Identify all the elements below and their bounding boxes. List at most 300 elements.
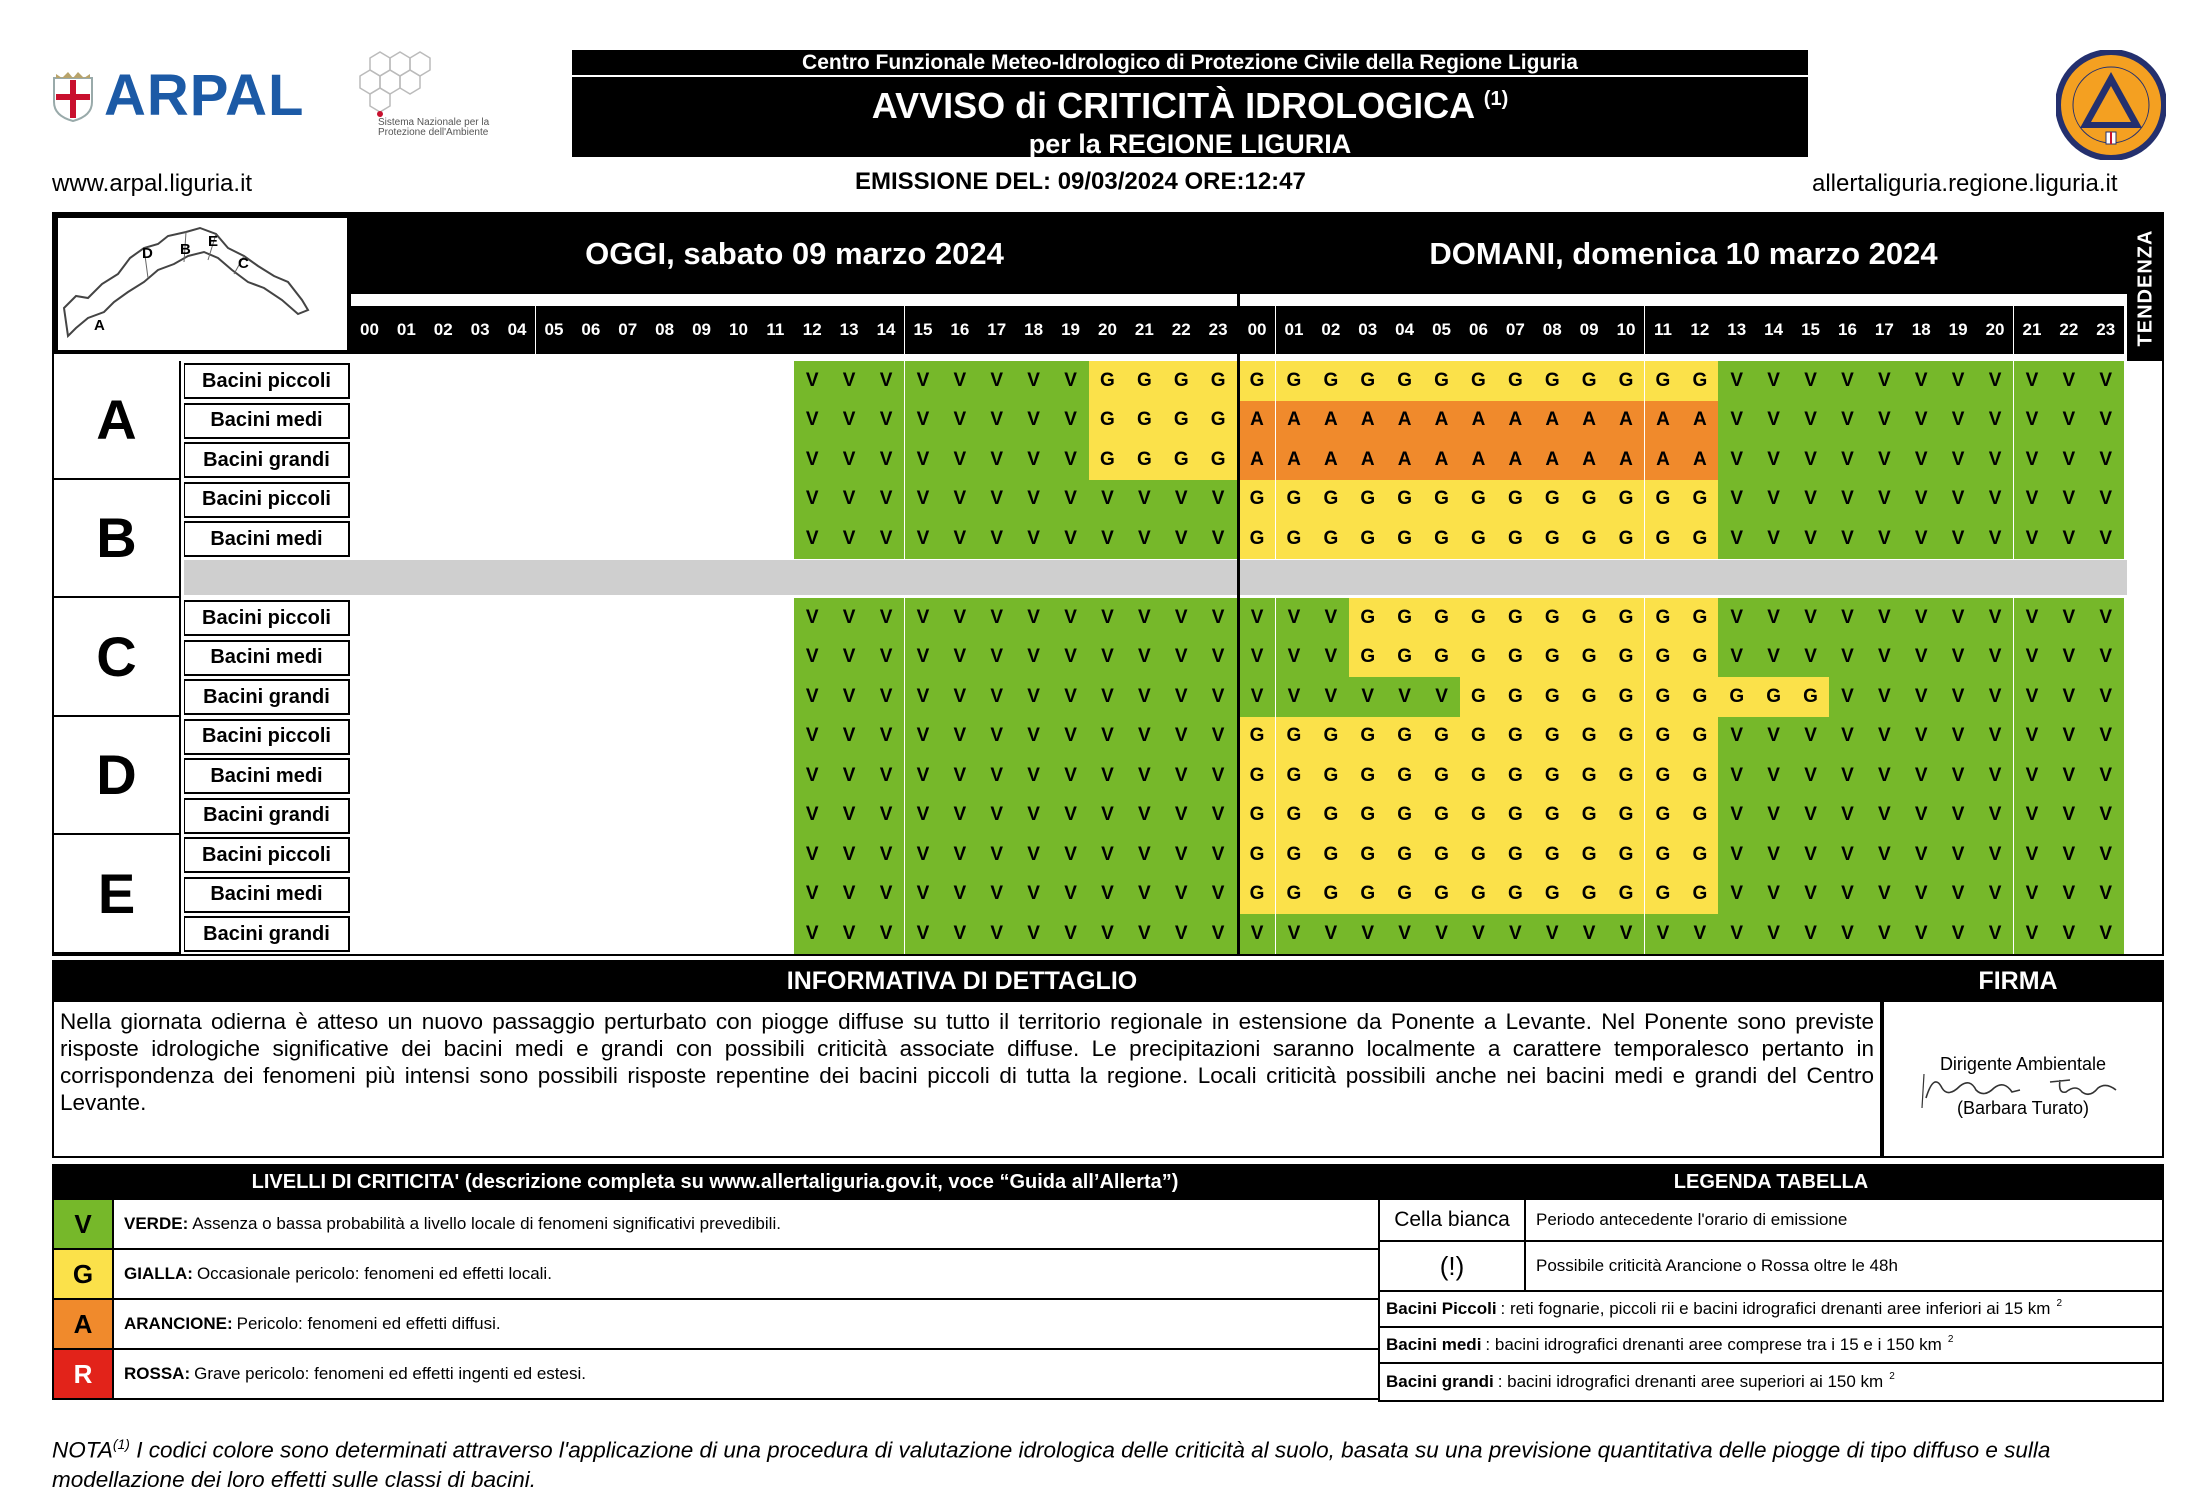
criticality-cell: G	[1200, 401, 1237, 441]
criticality-cell: V	[1792, 598, 1829, 638]
criticality-cell: G	[1497, 638, 1534, 678]
hour-header-cell: 14	[1755, 306, 1792, 354]
criticality-cell: V	[1200, 598, 1237, 638]
criticality-cell: V	[1829, 914, 1866, 954]
criticality-cell: G	[1608, 756, 1645, 796]
criticality-cell: G	[1645, 875, 1682, 915]
criticality-cell: A	[1571, 401, 1608, 441]
criticality-cell: G	[1386, 756, 1423, 796]
level-row-v	[52, 1200, 1378, 1250]
criticality-cell: V	[2087, 756, 2124, 796]
hour-header-cell: 01	[388, 306, 425, 354]
hour-header-cell: 06	[572, 306, 609, 354]
criticality-cell	[425, 361, 462, 401]
criticality-cell	[683, 440, 720, 480]
criticality-cell	[757, 480, 794, 520]
criticality-cell: V	[1312, 914, 1349, 954]
criticality-cell	[683, 361, 720, 401]
criticality-cell: V	[1015, 875, 1052, 915]
hour-header-cell: 03	[1349, 306, 1386, 354]
criticality-cell: V	[1718, 835, 1755, 875]
criticality-cell: V	[831, 361, 868, 401]
criticality-cell: V	[1052, 598, 1089, 638]
criticality-cell: A	[1534, 440, 1571, 480]
criticality-cell: V	[941, 756, 978, 796]
criticality-cell: V	[2087, 480, 2124, 520]
criticality-cell: V	[1163, 677, 1200, 717]
criticality-cell: A	[1386, 440, 1423, 480]
criticality-cell: V	[1903, 796, 1940, 836]
criticality-cell	[757, 598, 794, 638]
criticality-cell: V	[1718, 638, 1755, 678]
criticality-cell: V	[1718, 361, 1755, 401]
criticality-cell	[572, 361, 609, 401]
criticality-cell: V	[1126, 717, 1163, 757]
zone-label-a: A	[54, 361, 181, 480]
criticality-cell	[425, 638, 462, 678]
criticality-cell	[425, 480, 462, 520]
criticality-cell	[536, 756, 573, 796]
criticality-cell	[609, 598, 646, 638]
criticality-cell: A	[1386, 401, 1423, 441]
criticality-cell: V	[978, 717, 1015, 757]
criticality-cell	[720, 638, 757, 678]
criticality-cell: G	[1645, 519, 1682, 559]
criticality-cell: V	[2014, 875, 2051, 915]
criticality-cell: V	[1755, 835, 1792, 875]
criticality-cell: V	[2014, 480, 2051, 520]
criticality-cell: V	[1755, 480, 1792, 520]
criticality-cell: V	[1052, 875, 1089, 915]
criticality-cell: V	[1940, 796, 1977, 836]
criticality-cell: V	[1903, 480, 1940, 520]
criticality-cell	[351, 914, 388, 954]
criticality-cell	[536, 875, 573, 915]
criticality-cell: V	[1052, 835, 1089, 875]
criticality-cell: V	[1089, 480, 1126, 520]
hour-header-cell: 20	[1977, 306, 2014, 354]
criticality-cell: G	[1349, 638, 1386, 678]
criticality-cell	[572, 480, 609, 520]
criticality-cell: G	[1276, 480, 1313, 520]
criticality-cell	[720, 717, 757, 757]
criticality-cell: V	[1239, 638, 1276, 678]
criticality-cell: G	[1423, 717, 1460, 757]
level-desc-text: Grave pericolo: fenomeni ed effetti ingenti ed estesi.	[194, 1364, 586, 1383]
criticality-cell: V	[1015, 796, 1052, 836]
criticality-cell	[757, 440, 794, 480]
criticality-cell: G	[1460, 638, 1497, 678]
criticality-cell	[425, 717, 462, 757]
hour-header-cell: 14	[868, 306, 905, 354]
criticality-cell: V	[1866, 401, 1903, 441]
criticality-cell	[351, 480, 388, 520]
criticality-cell: V	[1977, 519, 2014, 559]
criticality-cell	[388, 914, 425, 954]
criticality-cell	[683, 638, 720, 678]
criticality-cell	[499, 756, 536, 796]
criticality-cell: V	[1755, 519, 1792, 559]
criticality-cell: V	[941, 638, 978, 678]
criticality-cell	[388, 440, 425, 480]
criticality-cell: V	[1126, 677, 1163, 717]
criticality-cell	[646, 519, 683, 559]
criticality-cell: V	[831, 756, 868, 796]
criticality-cell	[720, 440, 757, 480]
criticality-cell	[499, 914, 536, 954]
criticality-cell: V	[794, 638, 831, 678]
criticality-cell: V	[1015, 598, 1052, 638]
level-code-badge: R	[54, 1350, 114, 1398]
criticality-cell: G	[1200, 440, 1237, 480]
criticality-cell: V	[1163, 914, 1200, 954]
criticality-cell: V	[2014, 717, 2051, 757]
criticality-cell: G	[1534, 756, 1571, 796]
criticality-cell: V	[1903, 914, 1940, 954]
criticality-cell: V	[1829, 717, 1866, 757]
liguria-map-icon	[58, 218, 347, 350]
criticality-cell: V	[2014, 361, 2051, 401]
criticality-cell: G	[1423, 480, 1460, 520]
criticality-cell: G	[1239, 480, 1276, 520]
criticality-cell	[609, 756, 646, 796]
criticality-cell: V	[1126, 519, 1163, 559]
criticality-cell: G	[1349, 519, 1386, 559]
criticality-cell: V	[1276, 677, 1313, 717]
criticality-cell	[499, 519, 536, 559]
footnote: NOTA$^{(1)}$ I codici colore sono determinati attraverso l'applicazione di una procedura di valutazione idrologica delle criticità al suolo, basata su una previsione quantitativa delle piogge di tipo diffuso e sulla modellazione dei loro effetti sulle classi di bacini.	[52, 1436, 2051, 1492]
criticality-cell	[572, 875, 609, 915]
criticality-cell: G	[1386, 875, 1423, 915]
criticality-cell: G	[1460, 875, 1497, 915]
basin-label: Bacini piccoli	[184, 719, 350, 755]
criticality-cell: G	[1163, 361, 1200, 401]
arpal-logo-text: ARPAL	[104, 63, 305, 128]
criticality-cell: V	[2050, 480, 2087, 520]
criticality-cell: V	[794, 914, 831, 954]
hour-header-cell: 23	[1200, 306, 1237, 354]
criticality-cell: A	[1239, 401, 1276, 441]
hour-header-cell: 23	[2087, 306, 2124, 354]
criticality-cell: V	[978, 756, 1015, 796]
level-desc-text: Assenza o bassa probabilità a livello locale di fenomeni significativi prevedibili.	[192, 1214, 781, 1233]
criticality-cell: G	[1571, 677, 1608, 717]
criticality-cell	[683, 480, 720, 520]
criticality-cell: V	[905, 480, 942, 520]
criticality-cell: A	[1276, 440, 1313, 480]
criticality-cell	[388, 796, 425, 836]
criticality-cell	[683, 756, 720, 796]
hour-header-cell: 16	[1829, 306, 1866, 354]
criticality-cell: V	[2014, 835, 2051, 875]
criticality-cell: G	[1497, 717, 1534, 757]
criticality-cell: V	[1977, 796, 2014, 836]
criticality-cell: V	[1239, 914, 1276, 954]
criticality-cell	[425, 519, 462, 559]
criticality-cell: V	[2050, 361, 2087, 401]
criticality-cell: V	[1829, 677, 1866, 717]
criticality-cell	[462, 361, 499, 401]
criticality-cell: V	[905, 401, 942, 441]
criticality-cell: G	[1239, 756, 1276, 796]
criticality-cell	[351, 598, 388, 638]
criticality-cell: V	[1052, 914, 1089, 954]
criticality-cell: V	[1163, 835, 1200, 875]
criticality-cell: V	[1163, 638, 1200, 678]
criticality-cell	[572, 756, 609, 796]
criticality-cell	[683, 796, 720, 836]
criticality-cell: V	[1755, 914, 1792, 954]
criticality-cell	[757, 361, 794, 401]
criticality-cell: G	[1386, 717, 1423, 757]
criticality-cell: V	[1977, 875, 2014, 915]
criticality-cell: A	[1276, 401, 1313, 441]
criticality-cell: G	[1534, 796, 1571, 836]
criticality-cell	[572, 519, 609, 559]
criticality-cell: G	[1163, 440, 1200, 480]
criticality-cell: V	[2050, 440, 2087, 480]
criticality-cell: G	[1312, 480, 1349, 520]
hour-header-cell: 15	[905, 306, 942, 354]
criticality-cell: G	[1386, 638, 1423, 678]
criticality-cell: V	[2014, 677, 2051, 717]
criticality-cell: V	[868, 598, 905, 638]
criticality-cell: V	[978, 519, 1015, 559]
criticality-cell: V	[868, 835, 905, 875]
criticality-cell	[683, 717, 720, 757]
criticality-cell: V	[1015, 914, 1052, 954]
criticality-cell: V	[2087, 717, 2124, 757]
criticality-cell: V	[1977, 361, 2014, 401]
criticality-cell: G	[1312, 756, 1349, 796]
criticality-cell: G	[1497, 677, 1534, 717]
signer-role: Dirigente Ambientale	[1939, 1054, 2107, 1074]
criticality-cell: G	[1608, 480, 1645, 520]
criticality-cell: V	[905, 796, 942, 836]
criticality-cell: G	[1126, 440, 1163, 480]
criticality-cell: V	[1052, 717, 1089, 757]
hour-header-cell: 09	[683, 306, 720, 354]
criticality-cell	[462, 835, 499, 875]
criticality-cell: V	[831, 480, 868, 520]
criticality-cell: G	[1608, 875, 1645, 915]
criticality-cell: G	[1718, 677, 1755, 717]
criticality-cell	[609, 717, 646, 757]
criticality-cell: V	[2050, 796, 2087, 836]
criticality-cell: G	[1571, 598, 1608, 638]
criticality-cell	[462, 875, 499, 915]
hour-header-cell: 17	[1866, 306, 1903, 354]
criticality-cell	[646, 638, 683, 678]
criticality-cell: V	[1866, 677, 1903, 717]
criticality-cell	[462, 638, 499, 678]
criticality-cell	[720, 480, 757, 520]
criticality-cell	[609, 440, 646, 480]
criticality-cell: V	[1052, 401, 1089, 441]
criticality-cell	[720, 756, 757, 796]
level-description	[124, 1350, 586, 1398]
criticality-cell: V	[1460, 914, 1497, 954]
criticality-cell: V	[1089, 756, 1126, 796]
level-code-badge: A	[54, 1300, 114, 1348]
criticality-cell: V	[1200, 480, 1237, 520]
criticality-cell: V	[1718, 480, 1755, 520]
criticality-cell: V	[1163, 717, 1200, 757]
criticality-cell	[683, 401, 720, 441]
criticality-cell: V	[1718, 519, 1755, 559]
criticality-cell: V	[2050, 677, 2087, 717]
criticality-cell	[536, 796, 573, 836]
criticality-cell: V	[1052, 638, 1089, 678]
criticality-cell: V	[2087, 638, 2124, 678]
criticality-cell: G	[1089, 361, 1126, 401]
criticality-cell	[646, 835, 683, 875]
criticality-cell	[425, 677, 462, 717]
criticality-cell: G	[1423, 638, 1460, 678]
criticality-cell: G	[1645, 480, 1682, 520]
hour-header-cell: 22	[2050, 306, 2087, 354]
criticality-cell: V	[941, 717, 978, 757]
criticality-cell: V	[1089, 875, 1126, 915]
criticality-cell: V	[1718, 756, 1755, 796]
hour-header-cell: 08	[1534, 306, 1571, 354]
criticality-cell: A	[1534, 401, 1571, 441]
criticality-cell: V	[1866, 875, 1903, 915]
criticality-cell: G	[1608, 796, 1645, 836]
allertaliguria-url[interactable]: allertaliguria.regione.liguria.it	[1812, 170, 2118, 197]
criticality-cell	[572, 677, 609, 717]
criticality-cell: V	[978, 638, 1015, 678]
criticality-cell	[351, 756, 388, 796]
criticality-cell	[572, 835, 609, 875]
hour-header-cell: 19	[1052, 306, 1089, 354]
criticality-cell	[499, 440, 536, 480]
criticality-cell: V	[2050, 717, 2087, 757]
criticality-cell: G	[1497, 875, 1534, 915]
criticality-cell: V	[2087, 401, 2124, 441]
criticality-cell: V	[1163, 756, 1200, 796]
criticality-cell: V	[1792, 875, 1829, 915]
criticality-cell: V	[1866, 598, 1903, 638]
level-name: GIALLA:	[124, 1264, 193, 1283]
criticality-cell	[757, 401, 794, 441]
criticality-cell: G	[1497, 519, 1534, 559]
criticality-cell: V	[2014, 638, 2051, 678]
map-label-c: C	[238, 255, 249, 272]
basin-label: Bacini piccoli	[184, 837, 350, 873]
arpal-url[interactable]: www.arpal.liguria.it	[52, 170, 253, 197]
criticality-cell: G	[1497, 756, 1534, 796]
criticality-cell: G	[1312, 361, 1349, 401]
level-code-badge: G	[54, 1250, 114, 1298]
criticality-cell: V	[1718, 875, 1755, 915]
level-desc-text: Occasionale pericolo: fenomeni ed effetti locali.	[196, 1264, 552, 1283]
criticality-cell: V	[1015, 480, 1052, 520]
basin-label: Bacini piccoli	[184, 482, 350, 518]
legend-desc: Periodo antecedente l'orario di emissione	[1536, 1210, 1848, 1229]
criticality-cell: V	[794, 480, 831, 520]
criticality-cell: V	[831, 835, 868, 875]
basin-label: Bacini medi	[184, 640, 350, 676]
criticality-cell: G	[1276, 875, 1313, 915]
criticality-cell: V	[941, 598, 978, 638]
criticality-cell: V	[1940, 875, 1977, 915]
criticality-cell: G	[1386, 796, 1423, 836]
criticality-cell: A	[1681, 401, 1718, 441]
criticality-cell	[499, 677, 536, 717]
criticality-cell: V	[794, 677, 831, 717]
hour-header-cell: 00	[1239, 306, 1276, 354]
criticality-cell: V	[1903, 401, 1940, 441]
criticality-cell: V	[1866, 519, 1903, 559]
level-description	[124, 1200, 781, 1248]
criticality-cell: V	[941, 440, 978, 480]
criticality-cell: G	[1386, 598, 1423, 638]
criticality-cell	[609, 519, 646, 559]
level-row-g	[52, 1250, 1378, 1300]
criticality-cell: V	[1829, 875, 1866, 915]
bulletin-title: AVVISO di CRITICITÀ IDROLOGICA $^{(1)}$	[871, 85, 1509, 126]
hour-header-cell: 05	[536, 306, 573, 354]
criticality-cell: G	[1276, 756, 1313, 796]
criticality-cell: G	[1571, 361, 1608, 401]
criticality-cell	[536, 480, 573, 520]
criticality-cell: V	[978, 401, 1015, 441]
criticality-cell: G	[1423, 796, 1460, 836]
legend-bacini-medi: Bacini medi : bacini idrografici drenanti aree comprese tra i 15 e i 150 km $^2$	[1378, 1328, 2164, 1364]
criticality-cell: G	[1681, 796, 1718, 836]
criticality-cell: V	[1645, 914, 1682, 954]
signature-box	[1882, 1002, 2164, 1158]
criticality-cell: V	[1792, 440, 1829, 480]
criticality-cell: V	[1792, 519, 1829, 559]
criticality-cell	[536, 914, 573, 954]
legend-bacini-grandi: Bacini grandi : bacini idrografici drenanti aree superiori ai 150 km $^2$	[1378, 1364, 2164, 1402]
criticality-cell: V	[831, 519, 868, 559]
criticality-cell	[536, 677, 573, 717]
criticality-cell	[388, 638, 425, 678]
criticality-cell	[609, 401, 646, 441]
criticality-cell: V	[1200, 638, 1237, 678]
criticality-cell: V	[2014, 796, 2051, 836]
criticality-cell: V	[1126, 835, 1163, 875]
criticality-cell	[720, 796, 757, 836]
criticality-cell: V	[1866, 835, 1903, 875]
criticality-cell: G	[1423, 519, 1460, 559]
criticality-cell	[351, 796, 388, 836]
criticality-cell	[646, 875, 683, 915]
criticality-cell: V	[1349, 914, 1386, 954]
criticality-cell: V	[1755, 401, 1792, 441]
criticality-cell: G	[1534, 677, 1571, 717]
criticality-cell	[351, 677, 388, 717]
criticality-cell	[388, 677, 425, 717]
criticality-cell: V	[941, 796, 978, 836]
criticality-cell: V	[1089, 796, 1126, 836]
hour-header-cell: 04	[1386, 306, 1423, 354]
livelli-title: LIVELLI DI CRITICITA' (descrizione completa su www.allertaliguria.gov.it, voce “Guida all’Allerta”)	[52, 1164, 1378, 1200]
criticality-cell: V	[831, 717, 868, 757]
criticality-cell: V	[1977, 638, 2014, 678]
criticality-cell: V	[794, 796, 831, 836]
criticality-cell	[388, 875, 425, 915]
criticality-cell: V	[905, 519, 942, 559]
zone-label-e: E	[54, 835, 181, 954]
criticality-cell	[536, 519, 573, 559]
hour-header-cell: 12	[794, 306, 831, 354]
criticality-cell: G	[1645, 756, 1682, 796]
criticality-cell: V	[1200, 756, 1237, 796]
